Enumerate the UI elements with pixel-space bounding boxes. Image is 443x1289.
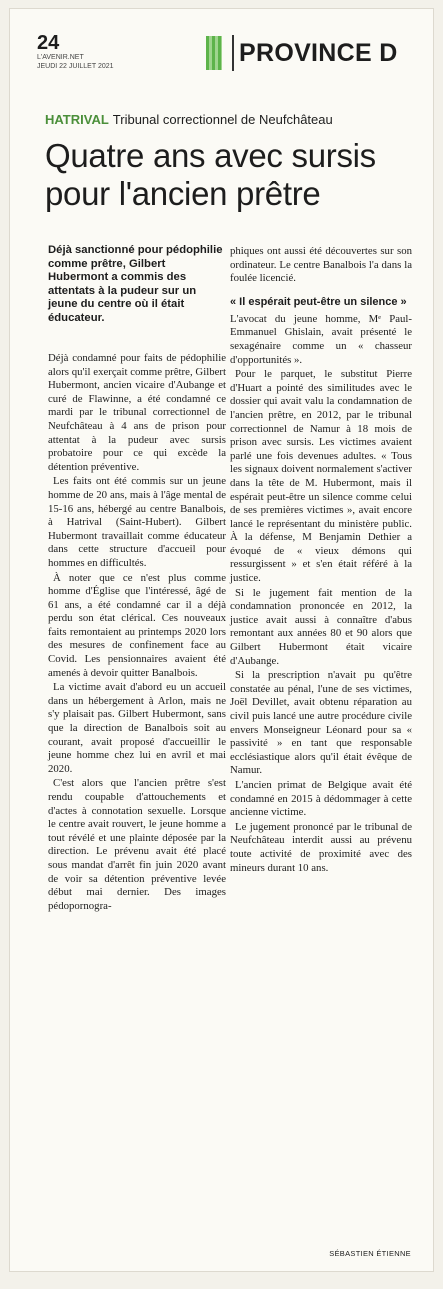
article-column-right: [230, 245, 412, 876]
article-lead: Déjà sanctionné pour pédophilie comme prêtre, Gilbert Hubermont a commis des attentats à la pudeur sur un jeune du centre où il était éducateur.: [48, 244, 223, 324]
body-paragraph: Déjà condamné pour faits de pédophilie alors qu'il exerçait comme prêtre, Gilbert Hubermont, ancien vicaire d'Aubange et curé de Flawinne, a été condamné ce mardi par le tribunal correctionnel de Neufchâteau à 4 ans de prison pour attentat à la pudeur avec sursis probatoire pour ce qui excède la détention préventive.: [48, 352, 226, 473]
newspaper-page: [10, 9, 433, 1271]
body-paragraph: L'ancien primat de Belgique avait été condamné en 2015 à dédommager à cette ancienne victime.: [230, 778, 412, 819]
body-paragraph: Si le jugement fait mention de la condamnation prononcée en 2012, la justice avait aussi à connaître d'abus remontant aux années 80 et 90 alors que Gilbert Hubermont était vicaire d'Aubange.: [230, 586, 412, 667]
article-headline: Quatre ans avec sursis pour l'ancien prêtre: [45, 137, 376, 212]
article-byline: SÉBASTIEN ÉTIENNE: [329, 1249, 411, 1258]
masthead-meta: [37, 53, 114, 71]
page-number: 24: [37, 32, 60, 54]
section-title: PROVINCE D: [232, 35, 398, 71]
publication-date: JEUDI 22 JUILLET 2021: [37, 63, 114, 70]
article-subheading: « Il espérait peut-être un silence »: [230, 295, 407, 308]
body-paragraph: À noter que ce n'est plus comme homme d'Église que l'intéressé, âgé de 61 ans, a été condamné car il a déjà perdu son état clérical. Ces nouveaux faits remontaient au printemps 2020 lors des mesures de confinement face au Covid. Les pensionnaires avaient été amenés à devoir quitter Banalbois.: [48, 571, 226, 679]
body-paragraph: La victime avait d'abord eu un accueil dans un hébergement à Arlon, mais ne s'y plaisait pas. Gilbert Hubermont, sans que la direction de Banalbois soit au courant, avait proposé d'accueillir le jeune homme chez lui en avril et mai 2020.: [48, 681, 226, 775]
body-paragraph: Les faits ont été commis sur un jeune homme de 20 ans, mais à l'âge mental de 15-16 ans, hébergé au centre Banalbois, à Hatrival (Saint-Hubert). Gilbert Hubermont travaillait comme éducateur dans cette structure d'accueil pour hommes en difficultés.: [48, 475, 226, 569]
kicker-topic: Tribunal correctionnel de Neufchâteau: [112, 112, 333, 127]
article-kicker: [45, 112, 333, 127]
body-paragraph: Le jugement prononcé par le tribunal de Neufchâteau interdit aussi au prévenu toute activité de proximité avec des mineurs durant 10 ans.: [230, 820, 412, 874]
kicker-place: HATRIVAL: [45, 112, 109, 127]
publication-name: L'AVENIR.NET: [37, 54, 84, 61]
section-color-bar: [206, 36, 222, 70]
body-paragraph: C'est alors que l'ancien prêtre s'est rendu coupable d'attouchements et d'actes à connotation sexuelle. Lorsque le centre avait rouvert, le jeune homme a tout révélé et une plainte déposée par la direction. Le prévenu avait été placé sous mandat d'arrêt fin juin 2020 avant de voir sa détention préventive levée début mai dernier. Des images pédopornogra-: [48, 777, 226, 912]
body-paragraph: Si la prescription n'avait pu qu'être constatée au pénal, l'une de ses victimes, Joël Devillet, avait obtenu réparation au civil puis lancé une autre procédure civile envers Monseigneur Léonard pour sa « passivité » en tant que responsable ecclésiastique alors qu'il était évêque de Namur.: [230, 669, 412, 777]
body-paragraph: L'avocat du jeune homme, Mᵉ Paul-Emmanuel Ghislain, avait présenté le sexagénaire comme un « chasseur d'opportunités ».: [230, 312, 412, 366]
article-column-left: [48, 244, 226, 914]
body-paragraph-continued: phiques ont aussi été découvertes sur son ordinateur. Le centre Banalbois l'a dans la foulée licencié.: [230, 245, 412, 285]
body-paragraph: Pour le parquet, le substitut Pierre d'Huart a pointé des similitudes avec le dossier qui avait valu la condamnation de l'ancien prêtre, en 2012, par le tribunal correctionnel de Namur à 18 mois de prison avec sursis. Les victimes avaient parlé une fois devenues adultes. « Tous les signaux doivent normalement s'activer dans la tête de M. Hubermont, mais il espérait peut-être un silence comme celui de ses premières victimes », avait encore lancé le représentant du ministère public. À la défense, M Benjamin Dethier a évoqué de « vieux démons qui ressurgissent » et s'en était référé à la justice.: [230, 368, 412, 585]
